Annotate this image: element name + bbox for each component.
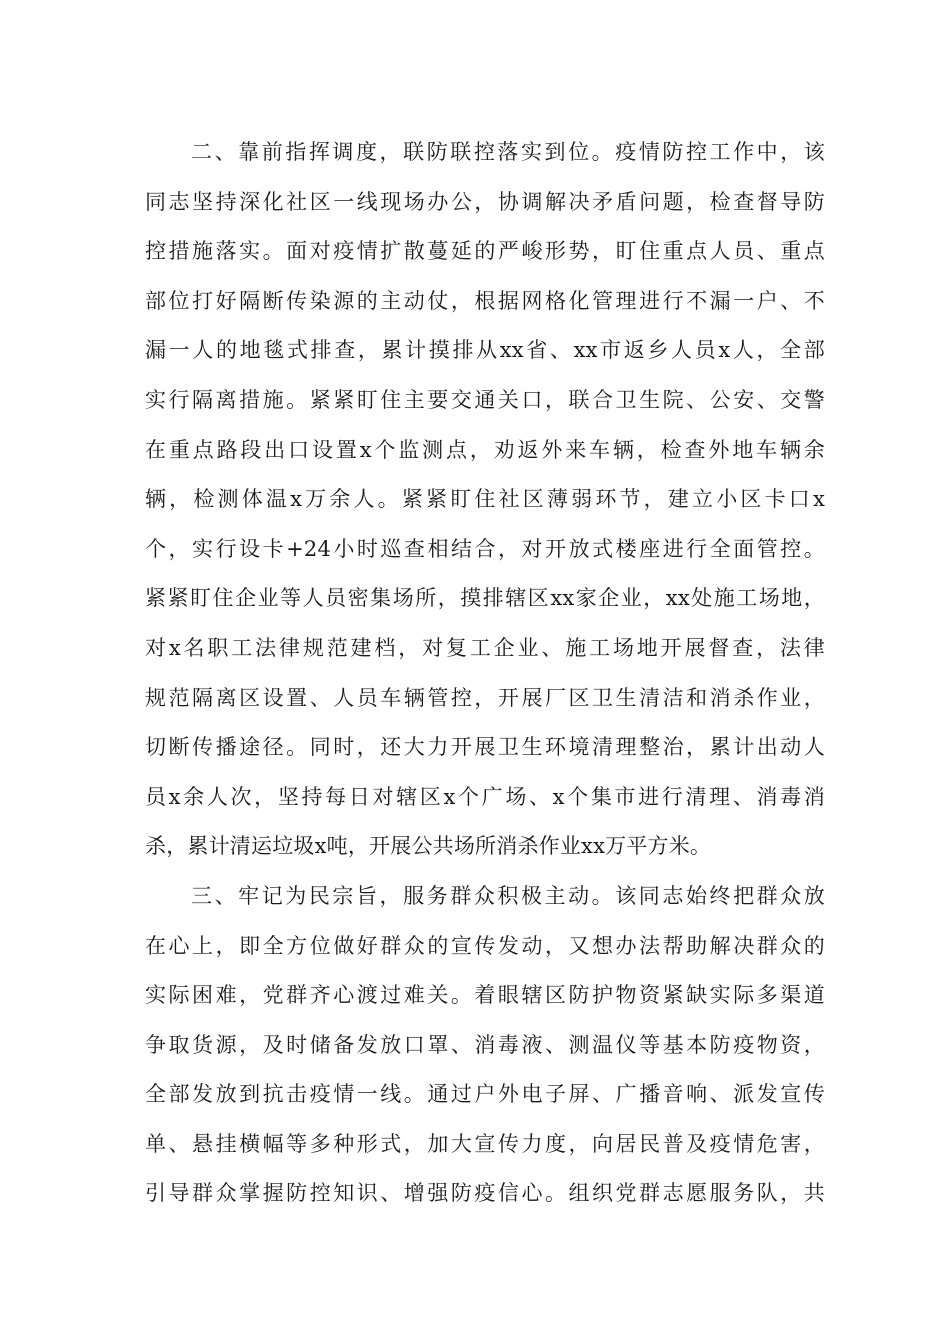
paragraph-1-line: 个，实行设卡+24小时巡查相结合，对开放式楼座进行全面管控。: [145, 536, 825, 561]
paragraph-1-line: 部位打好隔断传染源的主动仗，根据网格化管理进行不漏一户、不: [145, 288, 825, 313]
paragraph-2-line: 全部发放到抗击疫情一线。通过户外电子屏、广播音响、派发宣传: [145, 1082, 825, 1107]
paragraph-1-line: 二、靠前指挥调度，联防联控落实到位。疫情防控工作中，该: [191, 140, 825, 164]
body-text: [145, 128, 825, 1219]
paragraph-2-line: 单、悬挂横幅等多种形式，加大宣传力度，向居民普及疫情危害，: [145, 1131, 825, 1156]
paragraph-1-line: 控措施落实。面对疫情扩散蔓延的严峻形势，盯住重点人员、重点: [145, 239, 825, 264]
paragraph-1-line: 杀，累计清运垃圾x吨，开展公共场所消杀作业xx万平方米。: [145, 834, 712, 859]
paragraph-1-line: 在重点路段出口设置x个监测点，劝返外来车辆，检查外地车辆余: [145, 437, 825, 462]
paragraph-2-line: 在心上，即全方位做好群众的宣传发动，又想办法帮助解决群众的: [145, 933, 825, 958]
paragraph-2-line: 争取货源，及时储备发放口罩、消毒液、测温仪等基本防疫物资，: [145, 1032, 825, 1057]
paragraph-1-line: 对x名职工法律规范建档，对复工企业、施工场地开展督查，法律: [145, 635, 825, 660]
paragraph-1-line: 同志坚持深化社区一线现场办公，协调解决矛盾问题，检查督导防: [145, 189, 825, 214]
paragraph-1-line: 辆，检测体温x万余人。紧紧盯住社区薄弱环节，建立小区卡口x: [145, 487, 825, 512]
paragraph-1-line: 紧紧盯住企业等人员密集场所，摸排辖区xx家企业，xx处施工场地，: [145, 586, 825, 611]
paragraph-2-line: 实际困难，党群齐心渡过难关。着眼辖区防护物资紧缺实际多渠道: [145, 983, 825, 1008]
paragraph-1-line: 切断传播途径。同时，还大力开展卫生环境清理整治，累计出动人: [145, 735, 825, 760]
paragraph-2-line: 引导群众掌握防控知识、增强防疫信心。组织党群志愿服务队，共: [145, 1181, 825, 1206]
paragraph-1-line: 实行隔离措施。紧紧盯住主要交通关口，联合卫生院、公安、交警: [145, 387, 825, 412]
paragraph-1-line: 员x余人次，坚持每日对辖区x个广场、x个集市进行清理、消毒消: [145, 784, 825, 809]
paragraph-1-line: 规范隔离区设置、人员车辆管控，开展厂区卫生清洁和消杀作业，: [145, 685, 825, 710]
paragraph-1-line: 漏一人的地毯式排查，累计摸排从xx省、xx市返乡人员x人，全部: [145, 338, 825, 363]
paragraph-2-line: 三、牢记为民宗旨，服务群众积极主动。该同志始终把群众放: [191, 883, 825, 908]
